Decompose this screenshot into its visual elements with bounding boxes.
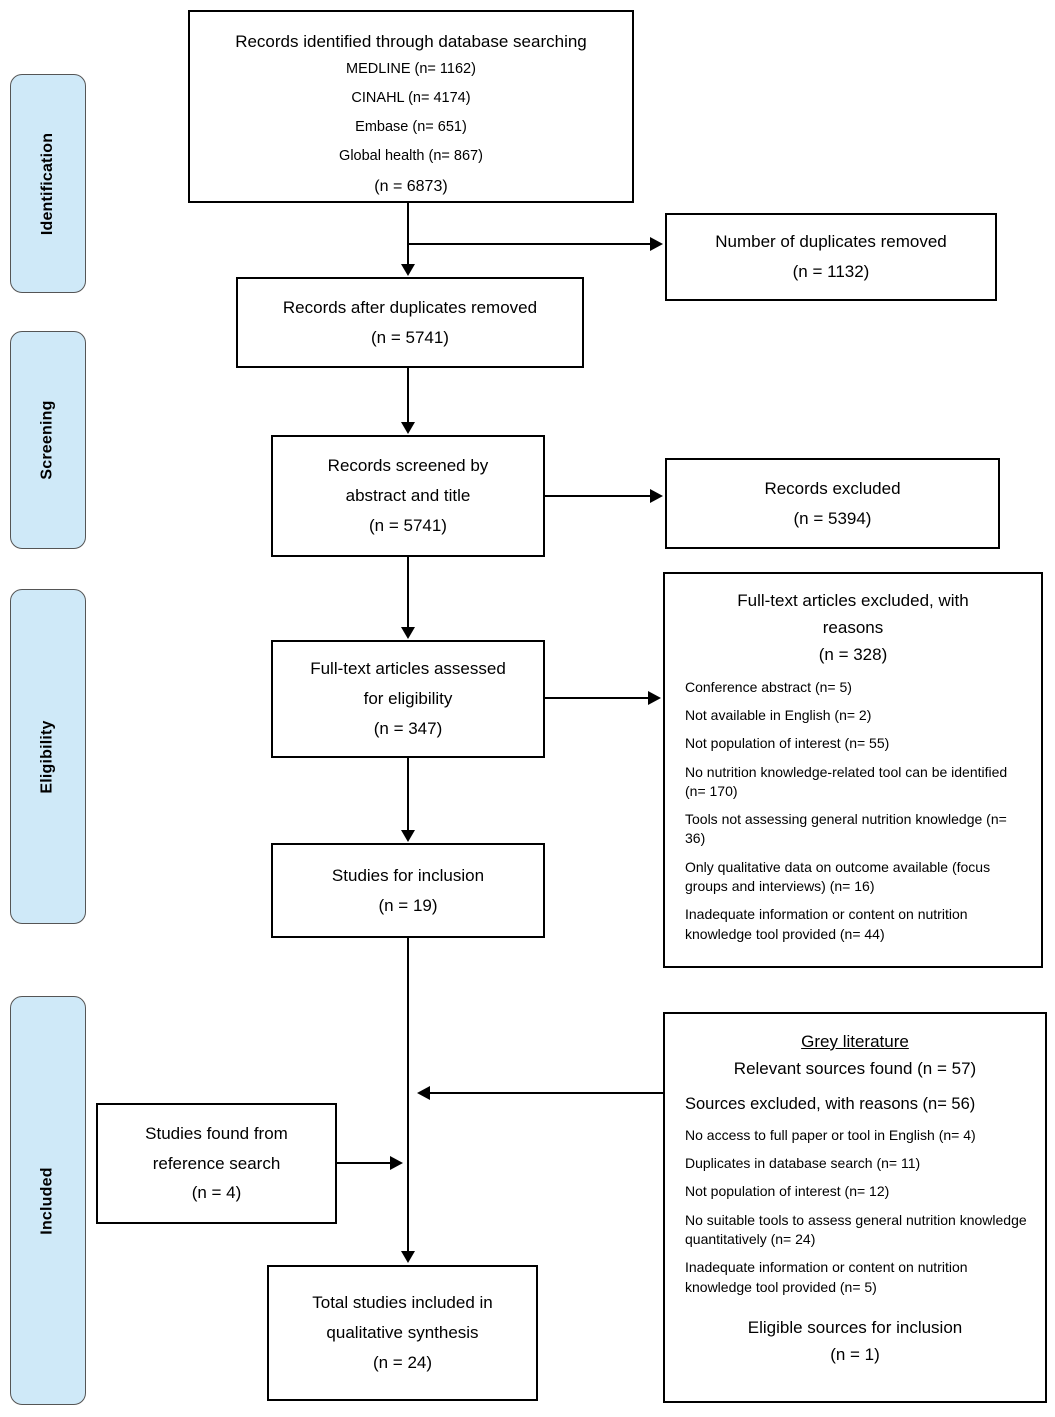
box-total-included bbox=[267, 1265, 538, 1401]
stage-included bbox=[10, 996, 86, 1405]
ft-reason-5: Tools not assessing general nutrition knowledge (n= 36) bbox=[685, 811, 1007, 847]
total-included-count: (n = 24) bbox=[372, 1352, 433, 1372]
box-after-duplicates bbox=[236, 277, 584, 368]
total-included-line2: qualitative synthesis bbox=[326, 1323, 479, 1343]
arrowhead-branch-to-duplicates bbox=[650, 237, 663, 251]
fulltext-excluded-reasons bbox=[675, 678, 1031, 953]
ft-reason-2: Not available in English (n= 2) bbox=[685, 706, 872, 723]
fulltext-assessed-line2: for eligibility bbox=[363, 689, 453, 709]
records-identified-title: Records identified through database searching bbox=[235, 32, 587, 51]
reference-search-line1: Studies found from bbox=[145, 1123, 288, 1143]
records-excluded-count: (n = 5394) bbox=[793, 508, 872, 528]
after-duplicates-count: (n = 5741) bbox=[371, 327, 449, 347]
box-reference-search bbox=[96, 1103, 337, 1224]
arrowhead-grey-to-mainline bbox=[417, 1086, 430, 1100]
db-cinahl: CINAHL (n= 4174) bbox=[351, 90, 471, 107]
grey-literature-title: Grey literature bbox=[801, 1032, 909, 1051]
grey-literature-subtitle: Relevant sources found (n = 57) bbox=[733, 1059, 977, 1079]
box-fulltext-excluded bbox=[663, 572, 1043, 968]
ft-reason-1: Conference abstract (n= 5) bbox=[685, 678, 852, 695]
reference-search-count: (n = 4) bbox=[191, 1183, 242, 1203]
box-grey-literature bbox=[663, 1012, 1047, 1403]
arrowhead-reference-to-mainline bbox=[390, 1156, 403, 1170]
reference-search-line2: reference search bbox=[152, 1153, 281, 1173]
stage-identification-label: Identification bbox=[39, 132, 57, 235]
ft-reason-7: Inadequate information or content on nutrition knowledge tool provided (n= 44) bbox=[685, 906, 968, 942]
grey-reason-5: Inadequate information or content on nutrition knowledge tool provided (n= 5) bbox=[685, 1259, 968, 1295]
db-medline: MEDLINE (n= 1162) bbox=[346, 61, 476, 78]
fulltext-excluded-count: (n = 328) bbox=[818, 645, 888, 665]
duplicates-removed-count: (n = 1132) bbox=[792, 262, 870, 281]
stage-included-label: Included bbox=[38, 1166, 56, 1235]
db-global-health: Global health (n= 867) bbox=[339, 148, 483, 165]
ft-reason-4: No nutrition knowledge-related tool can be identified (n= 170) bbox=[685, 763, 1008, 799]
ft-reason-3: Not population of interest (n= 55) bbox=[685, 735, 890, 752]
grey-eligible-count: (n = 1) bbox=[830, 1345, 880, 1365]
arrowhead-screened-to-excluded bbox=[650, 489, 663, 503]
stage-screening bbox=[10, 331, 86, 549]
fulltext-excluded-title2: reasons bbox=[822, 618, 884, 638]
stage-identification bbox=[10, 74, 86, 293]
screened-count: (n = 5741) bbox=[369, 515, 447, 535]
box-records-screened bbox=[271, 435, 545, 557]
stage-screening-label: Screening bbox=[39, 400, 57, 480]
grey-literature-reasons bbox=[675, 1126, 1035, 1306]
arrowhead-screened-to-fulltext bbox=[401, 627, 415, 639]
grey-reason-3: Not population of interest (n= 12) bbox=[685, 1183, 890, 1200]
arrowhead-fulltext-to-ftexcluded bbox=[648, 691, 661, 705]
arrowhead-identified-to-afterdup bbox=[401, 264, 415, 276]
duplicates-removed-line1: Number of duplicates removed bbox=[715, 232, 947, 252]
box-records-excluded bbox=[665, 458, 1000, 549]
grey-reason-2: Duplicates in database search (n= 11) bbox=[685, 1155, 921, 1172]
studies-inclusion-line1: Studies for inclusion bbox=[331, 865, 485, 885]
ft-reason-6: Only qualitative data on outcome available (focus groups and interviews) (n= 16) bbox=[685, 858, 991, 895]
arrowhead-fulltext-to-inclusion bbox=[401, 830, 415, 842]
box-studies-inclusion bbox=[271, 843, 545, 938]
screened-line1: Records screened by bbox=[327, 456, 489, 476]
db-embase: Embase (n= 651) bbox=[355, 119, 467, 136]
stage-eligibility-label: Eligibility bbox=[38, 719, 56, 794]
box-records-identified bbox=[188, 10, 634, 203]
total-included-line1: Total studies included in bbox=[312, 1293, 493, 1313]
stage-eligibility bbox=[10, 589, 86, 924]
arrowhead-afterdup-to-screened bbox=[401, 422, 415, 434]
records-excluded-line1: Records excluded bbox=[764, 478, 901, 498]
grey-sources-excluded-header: Sources excluded, with reasons (n= 56) bbox=[685, 1095, 976, 1114]
grey-reason-4: No suitable tools to assess general nutrition knowledge quantitatively (n= 24) bbox=[685, 1211, 1027, 1248]
records-identified-total: (n = 6873) bbox=[374, 178, 448, 196]
grey-reason-1: No access to full paper or tool in English (n= 4) bbox=[685, 1126, 976, 1143]
box-fulltext-assessed bbox=[271, 640, 545, 758]
fulltext-excluded-title1: Full-text articles excluded, with bbox=[737, 591, 969, 610]
screened-line2: abstract and title bbox=[345, 486, 471, 506]
fulltext-assessed-line1: Full-text articles assessed bbox=[310, 659, 506, 679]
fulltext-assessed-count: (n = 347) bbox=[373, 718, 443, 738]
after-duplicates-line1: Records after duplicates removed bbox=[282, 297, 538, 317]
box-duplicates-removed bbox=[665, 213, 997, 301]
arrowhead-inclusion-to-total bbox=[401, 1251, 415, 1263]
grey-eligible-line1: Eligible sources for inclusion bbox=[747, 1318, 963, 1337]
studies-inclusion-count: (n = 19) bbox=[378, 895, 438, 915]
